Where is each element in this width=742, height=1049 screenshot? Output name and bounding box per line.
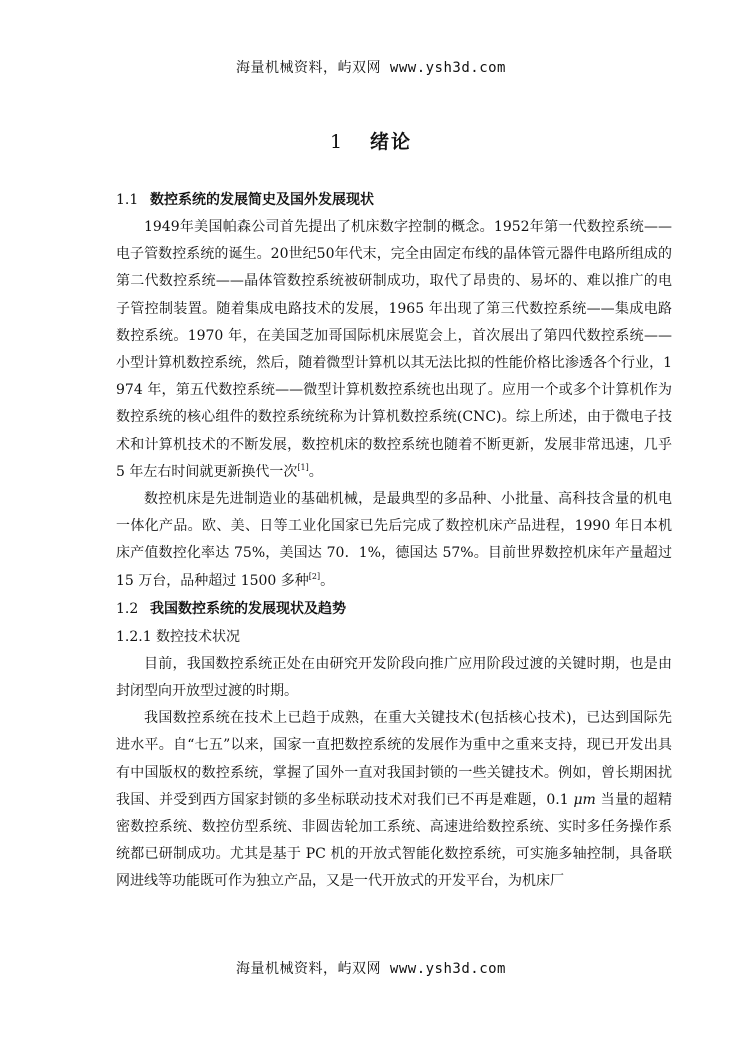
paragraph-text: 1949年美国帕森公司首先提出了机床数字控制的概念。1952年第一代数控系统——电子管数控系统的诞生。20世纪50年代末，完全由固定布线的晶体管元器件电路所组成的第二代数控系统——晶体管数控系统被研制成功，取代了昂贵的、易坏的、难以推广的电子管控制装置。随着集成电路技术的发展，1965 年出现了第三代数控系统——集成电路数控系统。1970 年，在美国芝加哥国际机床展览会上，首次展出了第四代数控系统——小型计算机数控系统，然后，随着微型计算机以其无法比拟的性能价格比渗透各个行业，1974 年，第五代数控系统——微型计算机数控系统也出现了。应用一个或多个计算机作为数控系统的核心组件的数控系统统称为计算机数控系统(CNC)。综上所述，由于微电子技术和计算机技术的不断发展，数控机床的数控系统也随着不断更新，发展非常迅速，几乎 5 年左右时间就更新换代一次 (116, 219, 672, 480)
section-title: 数控系统的发展简史及国外发展现状 (150, 192, 374, 208)
paragraph-domestic-status (116, 651, 672, 705)
paragraph-text: 数控机床是先进制造业的基础机械，是最典型的多品种、小批量、高科技含量的机电一体化产品。欧、美、日等工业化国家已先后完成了数控机床产品进程，1990 年日本机床产值数控化率达 75%，美国达 70．1%，德国达 57%。目前世界数控机床年产量超过 15 万台，品种超过 1500 多种 (116, 491, 672, 589)
section-heading-1-2 (116, 595, 672, 623)
page-footer: 海量机械资料，屿双网 www.ysh3d.com (235, 961, 506, 977)
section-number: 1.1 (116, 192, 139, 208)
page-header: 海量机械资料，屿双网 www.ysh3d.com (235, 60, 506, 76)
paragraph-end: 。 (308, 463, 323, 480)
paragraph-cnc-industry (116, 486, 672, 595)
section-number: 1.2 (116, 600, 139, 617)
unit-micrometer: μm (573, 791, 596, 808)
section-heading-1-1 (116, 186, 672, 214)
citation-1: [1] (297, 462, 309, 472)
document-body (116, 186, 672, 896)
citation-2: [2] (308, 571, 321, 581)
subsection-title: 数控技术状况 (156, 628, 240, 645)
chapter-number: 1 (329, 131, 345, 153)
paragraph-end: 。 (320, 572, 335, 589)
chapter-title (0, 127, 742, 154)
subsection-heading-1-2-1 (116, 623, 672, 651)
paragraph-text-cont: 当量的超精密数控系统、数控仿型系统、非圆齿轮加工系统、高速进给数控系统、实时多任务操作系统都已研制成功。尤其是基于 PC 机的开放式智能化数控系统，可实施多轴控制，具备联网进线等功能既可作为独立产品，又是一代开放式的开发平台，为机床厂 (116, 791, 672, 890)
paragraph-text: 我国数控系统在技术上已趋于成熟，在重大关键技术(包括核心技术)，已达到国际先进水平。自“七五”以来，国家一直把数控系统的发展作为重中之重来支持，现已开发出具有中国版权的数控系统，掌握了国外一直对我国封锁的一些关键技术。例如，曾长期困扰我国、并受到西方国家封锁的多坐标联动技术对我们已不再是难题，0.1 (116, 710, 672, 808)
paragraph-cnc-history (116, 214, 672, 486)
section-title: 我国数控系统的发展现状及趋势 (150, 600, 346, 617)
paragraph-domestic-technology (116, 705, 672, 895)
subsection-number: 1.2.1 (116, 628, 152, 645)
paragraph-text: 目前，我国数控系统正处在由研究开发阶段向推广应用阶段过渡的关键时期，也是由封闭型向开放型过渡的时期。 (116, 655, 672, 700)
chapter-title-text: 绪论 (370, 131, 413, 153)
